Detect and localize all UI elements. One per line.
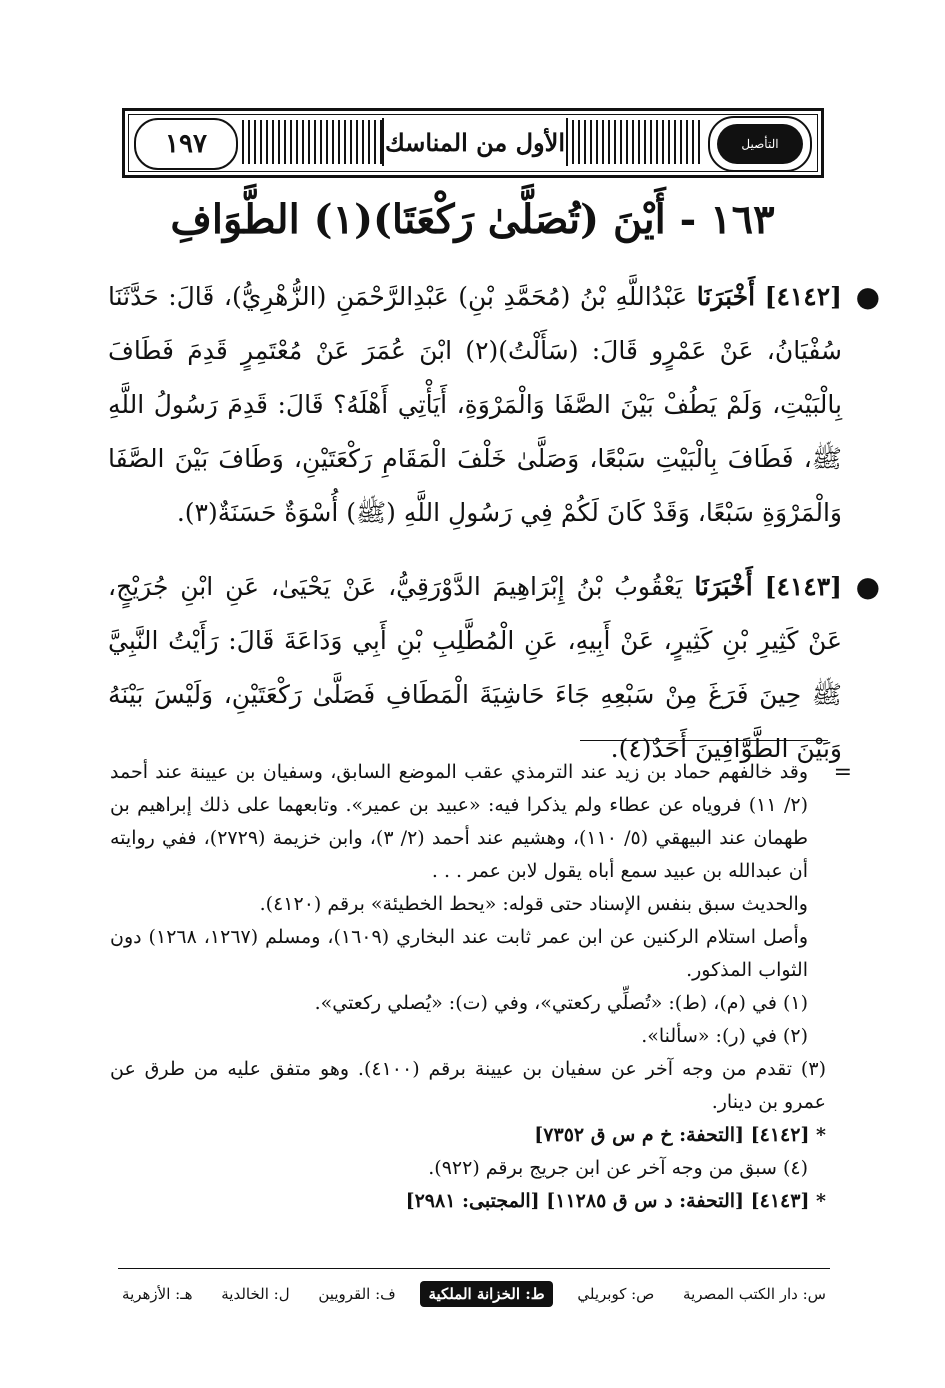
legend-item: ف: القرويين xyxy=(318,1285,396,1303)
seal-logo-text: التأصيل xyxy=(717,124,803,164)
footnote-4: (٤) سبق من وجه آخر عن ابن جريج برقم (٩٢٢). xyxy=(428,1157,808,1179)
footnote-separator xyxy=(580,740,828,741)
legend-item-highlighted: ط: الخزانة الملكية xyxy=(420,1281,552,1307)
hadith-number: [٤١٤٣] xyxy=(764,572,842,601)
legend-item: ل: الخالدية xyxy=(221,1285,290,1303)
footnotes xyxy=(110,756,852,1218)
hadith-lead: أَخْبَرَنَا xyxy=(696,282,756,311)
chapter-title: ١٦٣ - أَيْنَ (تُصَلَّىٰ رَكْعَتَا)(١) الطَّوَافِ xyxy=(170,196,775,243)
hadith-text: يَعْقُوبُ بْنُ إِبْرَاهِيمَ الدَّوْرَقِيُّ، عَنْ يَحْيَىٰ، عَنِ ابْنِ جُرَيْجٍ، عَنْ كَثِيرِ بْنِ كَثِيرٍ، عَنْ أَبِيهِ، عَنِ الْمُطَّلِبِ بْنِ أَبِي وَدَاعَةَ قَالَ: رَأَيْتُ النَّبِيَّ ﷺ حِينَ فَرَغَ مِنْ سَبْعِهِ جَاءَ حَاشِيَةَ الْمَطَافِ فَصَلَّىٰ رَكْعَتَيْنِ، وَلَيْسَ بَيْنَهُ وَبَيْنَ الطَّوَّافِينَ أَحَدٌ(٤). xyxy=(108,572,842,763)
bullet-icon: ● xyxy=(855,280,880,313)
page-number: ١٩٧ xyxy=(134,118,238,170)
hadith-4142 xyxy=(108,270,880,540)
footnote-3: (٣) تقدم من وجه آخر عن سفيان بن عيينة برقم (٤١٠٠). وهو متفق عليه من طرق عن عمرو بن دينار. xyxy=(110,1058,826,1113)
legend-item: س: دار الكتب المصرية xyxy=(683,1285,826,1303)
running-title: الأول من المناسك xyxy=(382,118,568,166)
bullet-icon: ● xyxy=(855,570,880,603)
footnote-2: (٢) في (ر): «سألنا». xyxy=(641,1025,808,1047)
legend-separator xyxy=(118,1268,830,1269)
hadith-lead: أَخْبَرَنَا xyxy=(694,572,753,601)
hadith-4143 xyxy=(108,560,880,776)
legend-item: هـ: الأزهرية xyxy=(122,1285,193,1303)
hadith-number: [٤١٤٢] xyxy=(764,282,842,311)
manuscript-legend xyxy=(118,1276,830,1312)
legend-item: ص: كوبريلي xyxy=(577,1285,655,1303)
main-text xyxy=(108,270,880,776)
footnote-continuation: وقد خالفهم حماد بن زيد عند الترمذي عقب الموضع السابق، وسفيان بن عيينة عند أحمد (٢/ ١١) فروياه عن عطاء ولم يذكرا فيه: «عبيد بن عمير». وتابعهما على ذلك إبراهيم بن طهمان عند البيهقي (٥/ ١١٠)، وهشيم عند أحمد (٢/ ٣)، وابن خزيمة (٢٧٢٩)، ففي روايته أن عبدالله بن عبيد سمع أباه يقول لابن عمر . . . xyxy=(110,761,808,882)
takhrij-4143: * [٤١٤٣] [التحفة: د س ق ١١٢٨٥] [المجتبى: ٢٩٨١] xyxy=(405,1190,826,1212)
continuation-mark: = xyxy=(833,760,852,785)
takhrij-4142: * [٤١٤٢] [التحفة: خ م س ق ٧٣٥٢] xyxy=(534,1124,826,1146)
hadith-text: عَبْدُاللَّهِ بْنُ (مُحَمَّدِ بْنِ) عَبْدِالرَّحْمَنِ (الزُّهْرِيُّ)، قَالَ: حَدَّثَنَا سُفْيَانُ، عَنْ عَمْرٍو قَالَ: (سَأَلْتُ)(٢) ابْنَ عُمَرَ عَنْ مُعْتَمِرٍ قَدِمَ فَطَافَ بِالْبَيْتِ، وَلَمْ يَطُفْ بَيْنَ الصَّفَا وَالْمَرْوَةِ، أَيَأْتِي أَهْلَهُ؟ قَالَ: قَدِمَ رَسُولُ اللَّهِ ﷺ، فَطَافَ بِالْبَيْتِ سَبْعًا، وَصَلَّىٰ خَلْفَ الْمَقَامِ رَكْعَتَيْنِ، وَطَافَ بَيْنَ الصَّفَا وَالْمَرْوَةِ سَبْعًا، وَقَدْ كَانَ لَكُمْ فِي رَسُولِ اللَّهِ (ﷺ) أُسْوَةٌ حَسَنَةٌ(٣). xyxy=(108,282,842,527)
footnote-paragraph: والحديث سبق بنفس الإسناد حتى قوله: «يحط الخطيئة» برقم (٤١٢٠). xyxy=(259,893,808,915)
footnote-paragraph: وأصل استلام الركنين عن ابن عمر ثابت عند البخاري (١٦٠٩)، ومسلم (١٢٦٧، ١٢٦٨) دون الثواب المذكور. xyxy=(110,926,808,981)
seal-logo xyxy=(708,116,812,172)
footnote-1: (١) في (م)، (ط): «تُصلِّي ركعتي»، وفي (ت): «يُصلي ركعتي». xyxy=(314,992,808,1014)
page-header xyxy=(122,108,824,178)
